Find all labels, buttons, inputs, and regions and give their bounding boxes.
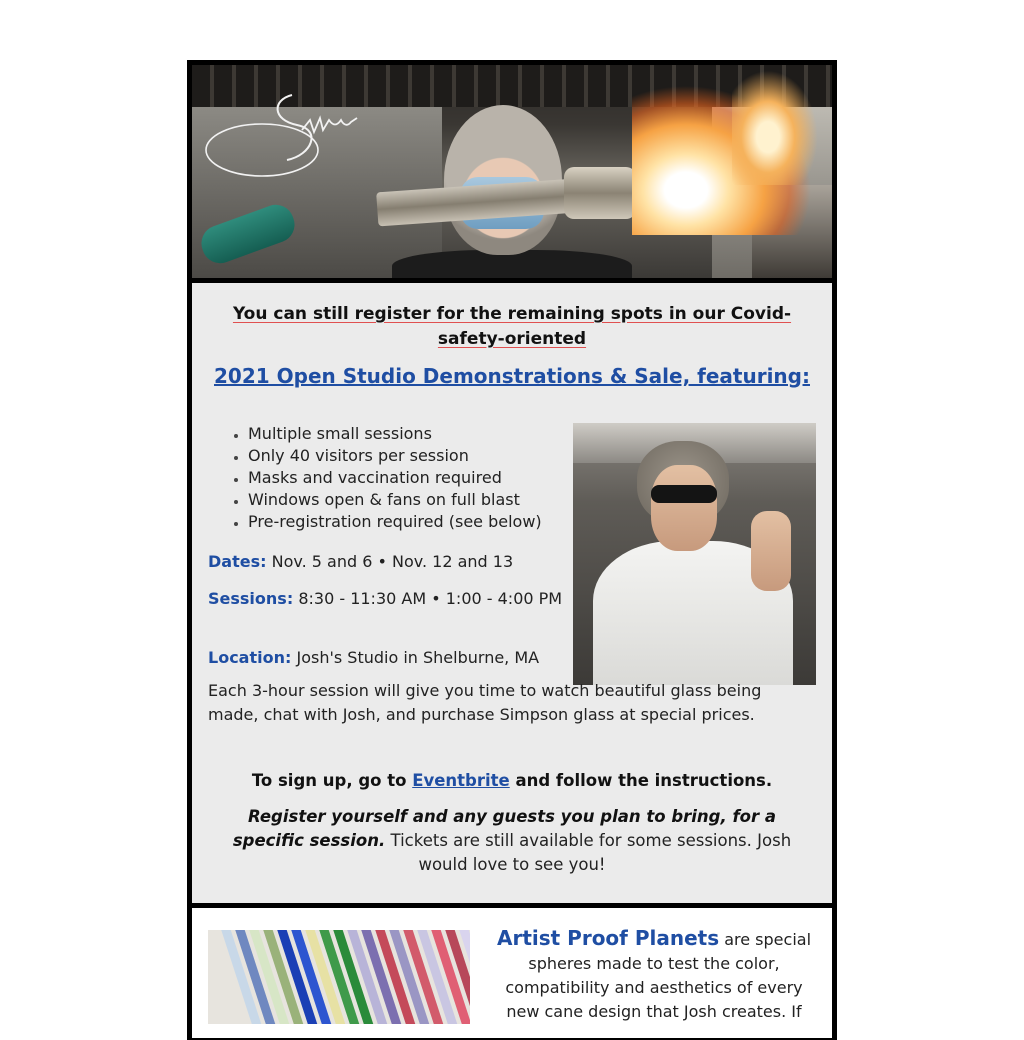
dates-value: Nov. 5 and 6 • Nov. 12 and 13 xyxy=(271,552,514,571)
artist-portrait-photo xyxy=(573,423,816,685)
torch-flame-tip xyxy=(732,65,822,185)
torch-nozzle xyxy=(564,167,636,219)
raised-hand xyxy=(751,511,791,591)
signup-suffix: and follow the instructions. xyxy=(515,771,773,790)
location-value: Josh's Studio in Shelburne, MA xyxy=(296,648,540,667)
list-item: • Pre-registration required (see below) xyxy=(248,511,598,533)
register-note xyxy=(212,805,812,877)
location-line xyxy=(208,645,568,670)
planets-description xyxy=(492,926,816,1024)
artist-face xyxy=(651,465,717,551)
event-headline-link[interactable]: 2021 Open Studio Demonstrations & Sale, featuring: xyxy=(214,364,810,388)
sessions-label: Sessions: xyxy=(208,589,294,608)
artist-proof-planets-link[interactable]: Artist Proof Planets xyxy=(496,926,720,950)
sessions-value: 8:30 - 11:30 AM • 1:00 - 4:00 PM xyxy=(298,589,563,608)
list-item: • Masks and vaccination required xyxy=(248,467,598,489)
list-item: • Windows open & fans on full blast xyxy=(248,489,598,511)
list-item: • Multiple small sessions xyxy=(248,423,598,445)
register-rest: Tickets are still available for some sessions. Josh would love to see you! xyxy=(390,831,792,874)
description-text: Each 3-hour session will give you time to watch beautiful glass being made, chat with Josh, and purchase Simpson glass at special prices. xyxy=(208,681,762,724)
planets-text: are special spheres made to test the color, compatibility and aesthetics of every new cane design that Josh creates. If xyxy=(505,930,812,1021)
session-description xyxy=(208,679,808,724)
eventbrite-link[interactable]: Eventbrite xyxy=(412,771,510,790)
signup-line xyxy=(192,771,832,790)
dates-line xyxy=(208,549,568,574)
hero-image xyxy=(192,65,832,278)
register-emphasis: Register yourself and any guests you plan to bring, for a specific session. xyxy=(232,807,777,850)
intro-text: You can still register for the remaining spots in our Covid-safety-oriented xyxy=(232,304,792,349)
signup-prefix: To sign up, go to xyxy=(251,771,407,790)
location-label: Location: xyxy=(208,648,292,667)
list-item: • Only 40 visitors per session xyxy=(248,445,598,467)
feature-list xyxy=(220,423,598,533)
sunglasses xyxy=(651,485,717,503)
simpson-signature-logo xyxy=(202,75,382,185)
dates-label: Dates: xyxy=(208,552,267,571)
glass-canes-photo xyxy=(208,930,470,1024)
sessions-line xyxy=(208,586,568,611)
